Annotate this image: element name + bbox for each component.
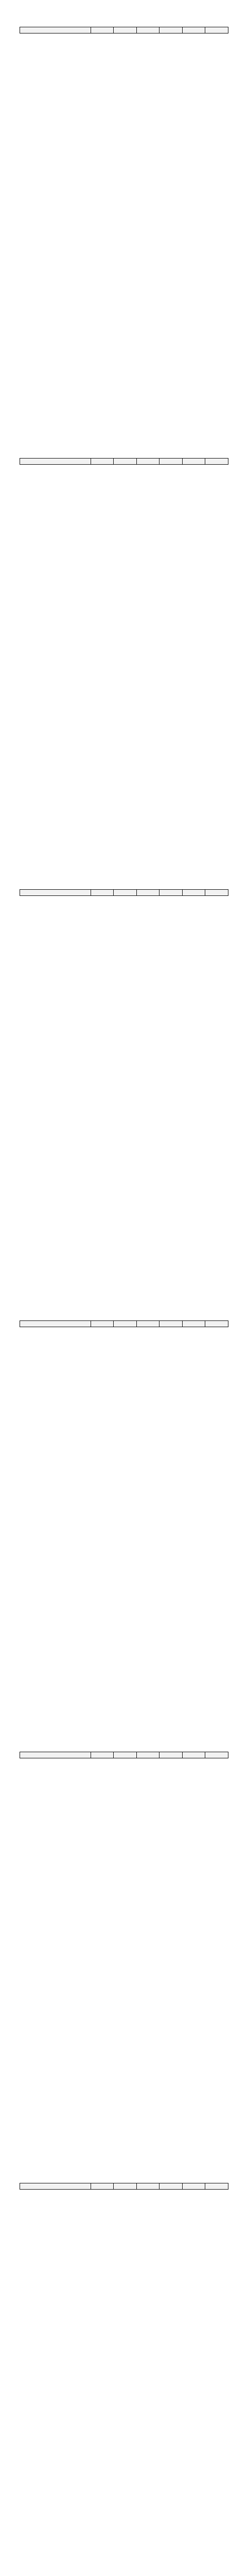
column-header [182,2183,205,2190]
column-header [160,2183,183,2190]
column-header [114,2183,137,2190]
column-header [182,459,205,465]
column-header [114,27,137,33]
page-marker [20,1351,228,1357]
column-header [205,2183,228,2190]
score-table [20,458,228,465]
column-header [205,27,228,33]
column-header [20,890,91,896]
score-table [20,1320,228,1327]
page-title [20,2167,228,2177]
column-header [20,459,91,465]
table-header-row [20,2183,228,2190]
page-title [20,1736,228,1745]
page-marker [20,57,228,63]
page-title [20,443,228,452]
column-header [160,890,183,896]
table-header-row [20,27,228,33]
column-header [136,1321,160,1327]
column-header [205,459,228,465]
notes-paragraph [20,468,228,486]
page-marker [20,920,228,926]
notes-paragraph [20,1330,228,1349]
notes-paragraph [20,37,228,55]
page-title [20,874,228,883]
page-note [20,21,228,27]
page-title [20,1305,228,1314]
document-page [0,1294,248,1725]
page-marker [20,488,228,495]
table-header-row [20,1752,228,1758]
column-header [136,459,160,465]
column-header [20,2183,91,2190]
column-header [20,1321,91,1327]
column-header [160,1321,183,1327]
column-header [205,1752,228,1758]
column-header [136,1752,160,1758]
column-header [182,890,205,896]
column-header [91,2183,114,2190]
column-header [91,890,114,896]
column-header [114,1321,137,1327]
score-table [20,27,228,33]
document-page [0,431,248,862]
notes-paragraph [20,2193,228,2211]
document-page [0,2156,248,2576]
score-table [20,2183,228,2190]
column-header [160,27,183,33]
notes-paragraph [20,1761,228,1780]
document-page [0,0,248,431]
page-note [20,2177,228,2183]
column-header [114,890,137,896]
column-header [136,890,160,896]
notes-paragraph [20,899,228,918]
column-header [182,1321,205,1327]
column-header [136,27,160,33]
column-header [91,27,114,33]
column-header [160,459,183,465]
column-header [136,2183,160,2190]
table-header-row [20,459,228,465]
column-header [114,459,137,465]
column-header [91,459,114,465]
table-header-row [20,1321,228,1327]
page-note [20,1745,228,1752]
page-note [20,452,228,458]
column-header [182,1752,205,1758]
column-header [205,1321,228,1327]
page-title [20,11,228,21]
document-page [0,1725,248,2156]
table-header-row [20,890,228,896]
score-table [20,1752,228,1758]
column-header [91,1752,114,1758]
column-header [160,1752,183,1758]
column-header [91,1321,114,1327]
document-page [0,862,248,1294]
page-marker [20,1782,228,1788]
column-header [20,27,91,33]
column-header [182,27,205,33]
page-note [20,1314,228,1320]
column-header [205,890,228,896]
page-marker [20,2213,228,2219]
page-note [20,883,228,889]
column-header [114,1752,137,1758]
column-header [20,1752,91,1758]
score-table [20,889,228,896]
